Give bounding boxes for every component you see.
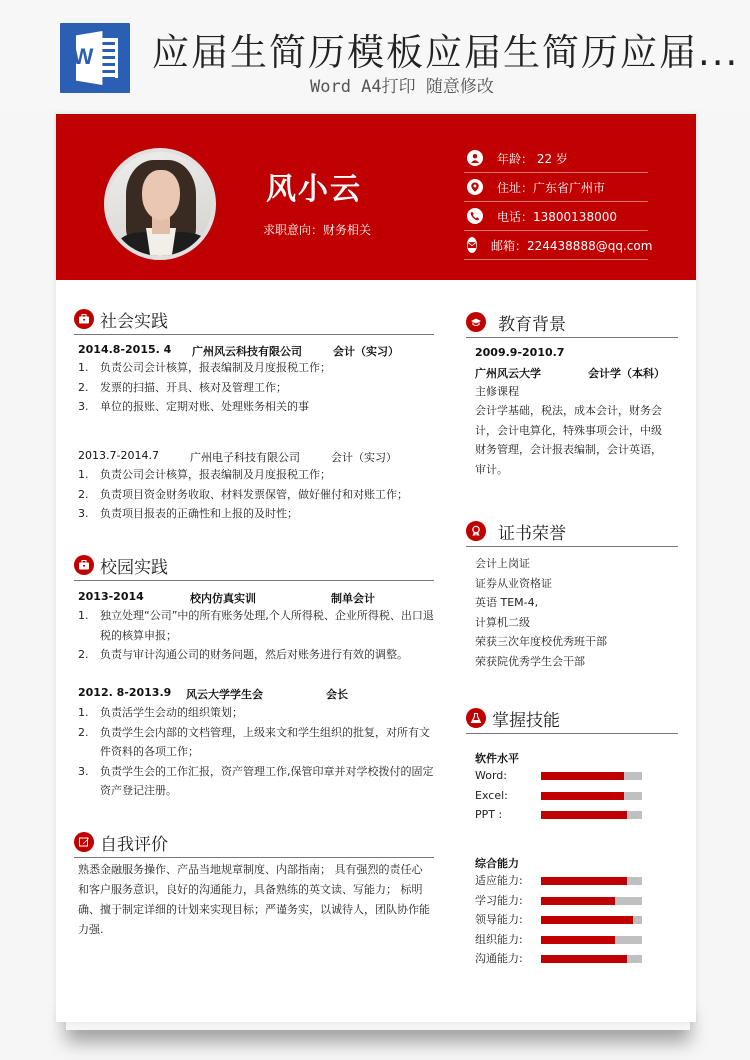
duty-list: 1. 负责公司会计核算，报表编制及月度报税工作； 2. 发票的扫描、开具、核对及管理工作； 3. 单位的报账、定期对账、处理账务相关的事 (78, 361, 331, 413)
top-banner (0, 0, 750, 110)
document-title: 应届生简历模板应届生简历应届... (152, 31, 740, 74)
skill-row (475, 766, 675, 786)
entry-header: 2012. 8-2013.9 风云大学学生会 会长 (78, 686, 348, 701)
courses-text: 会计学基础，税法，成本会计，财务会计，会计电算化，特殊事项会计，中级财务管理，会计报表编制，会计英语，审计。 (475, 404, 662, 476)
entry-header: 2014.8-2015. 4 广州风云科技有限公司 会计（实习） (78, 343, 399, 358)
entry-header: 2013-2014 校内仿真实训 制单会计 (78, 590, 375, 605)
skill-bar-track (541, 916, 642, 924)
section-campus-practice: 校园实践 (74, 553, 434, 581)
section-social-practice: 社会实践 (74, 307, 434, 335)
skill-bar-fill (541, 936, 615, 944)
phone-icon (467, 208, 483, 224)
job-intent: 求职意向：财务相关 (263, 223, 372, 237)
certificate-list (475, 554, 607, 671)
section-education: 教育背景 (466, 310, 678, 338)
skill-label: 领导能力: (475, 913, 523, 926)
skill-row (475, 949, 675, 969)
skill-bar-track (541, 772, 642, 780)
skill-bar-fill (541, 877, 627, 885)
section-skills: 掌握技能 (466, 706, 678, 734)
contact-list (464, 144, 653, 260)
resume-page (56, 114, 696, 1022)
word-icon: W (60, 23, 130, 93)
edit-icon (74, 832, 94, 852)
certificate-item: 会计上岗证 (475, 557, 530, 570)
education-date: 2009.9-2010.7 (475, 346, 565, 359)
skill-bar-fill (541, 811, 627, 819)
skill-label: 学习能力: (475, 893, 523, 907)
skill-row (475, 930, 675, 950)
duty-list: 1. 负责活学生会动的组织策划； 2. 负责学生会内部的文档管理，上级来文和学生组织的批复，对所有文件资料的各项工作； 3. 负责学生会的工作汇报，资产管理工作,保管印章并对学校拨付的固定资产登记注册。 (78, 706, 434, 797)
certificate-item: 英语 TEM-4, (475, 596, 539, 609)
skill-bar-track (541, 897, 642, 905)
courses-label: 主修课程 (475, 385, 519, 398)
skill-label: 适应能力: (475, 874, 523, 887)
software-label: 软件水平 (475, 752, 519, 765)
skill-label: Excel: (475, 788, 508, 802)
skill-bar-track (541, 936, 642, 944)
certificate-item: 荣获院优秀学生会干部 (475, 654, 585, 668)
document-subtitle: Word A4打印 随意修改 (310, 77, 494, 97)
contact-address: 住址：广东省广州市 (464, 173, 648, 202)
resume-header (56, 114, 696, 280)
mail-icon (467, 237, 477, 253)
certificate-item: 证券从业资格证 (475, 576, 552, 590)
duty-list: 1. 独立处理“公司”中的所有账务处理,个人所得税、企业所得税、出口退税的核算申报； 2. 负责与审计沟通公司的财务问题，然后对账务进行有效的调整。 (78, 609, 434, 661)
certificate-item: 荣获三次年度校优秀班干部 (475, 635, 607, 648)
general-ability-label: 综合能力 (475, 857, 519, 870)
section-certificates: 证书荣誉 (466, 519, 678, 547)
education-school-row: 广州风云大学 会计学（本科） (475, 367, 665, 380)
duty-list: 1. 负责公司会计核算，报表编制及月度报税工作； 2. 负责项目资金财务收取、材料发票保管，做好催付和对账工作； 3. 负责项目报表的正确性和上报的及时性； (78, 468, 408, 520)
skill-label: 组织能力: (475, 932, 523, 946)
location-pin-icon (467, 179, 483, 195)
skill-bar-fill (541, 916, 633, 924)
briefcase-icon (74, 309, 94, 329)
skill-row (475, 910, 675, 930)
skill-bar-track (541, 811, 642, 819)
skill-bar-track (541, 955, 642, 963)
skill-bar-fill (541, 897, 615, 905)
skill-row (475, 871, 675, 891)
section-self-evaluation: 自我评价 (74, 830, 434, 858)
avatar (104, 148, 216, 260)
contact-phone: 电话：13800138000 (464, 202, 648, 231)
self-evaluation-text: 熟悉金融服务操作、产品当地规章制度、内部指南； 具有强烈的责任心和客户服务意识，良好的沟通能力，具备熟练的英文读、写能力； 标明确、擅于制定详细的计划来实现目标；严谨务实，以诚待人，团队协作能力强. (78, 863, 430, 936)
skill-bar-fill (541, 792, 624, 800)
graduation-cap-icon (466, 312, 486, 332)
award-ribbon-icon (466, 521, 486, 541)
skill-bar-track (541, 792, 642, 800)
skill-label: PPT : (475, 808, 503, 821)
skill-label: 沟通能力: (475, 952, 523, 965)
skill-row (475, 891, 675, 911)
skill-bar-fill (541, 955, 627, 963)
skill-row (475, 786, 675, 806)
skill-row (475, 805, 675, 825)
skill-bar-fill (541, 772, 624, 780)
certificate-item: 计算机二级 (475, 615, 530, 629)
skill-bar-track (541, 877, 642, 885)
contact-age: 年龄： 22 岁 (464, 144, 648, 173)
person-icon (467, 150, 483, 166)
entry-header: 2013.7-2014.7 广州电子科技有限公司 会计（实习） (78, 449, 397, 464)
skill-label: Word: (475, 769, 507, 782)
candidate-name: 风小云 (266, 172, 362, 207)
flask-icon (466, 708, 486, 728)
briefcase-icon (74, 555, 94, 575)
contact-email: 邮箱：224438888@qq.com (464, 231, 648, 260)
